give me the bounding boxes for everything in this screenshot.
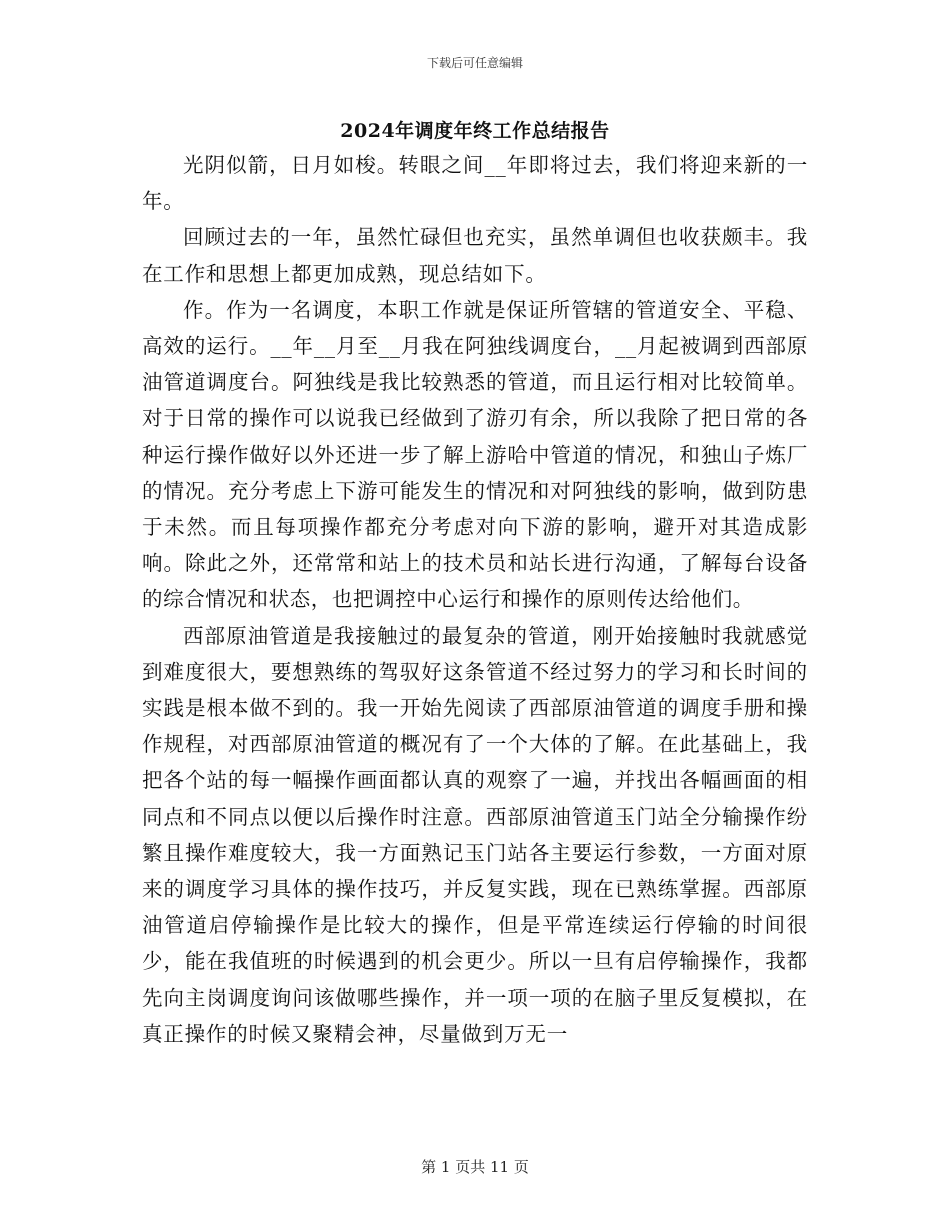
document-title: 2024年调度年终工作总结报告 <box>340 120 610 142</box>
paragraph-4: 西部原油管道是我接触过的最复杂的管道，刚开始接触时我就感觉到难度很大，要想熟练的驾驭好这条管道不经过努力的学习和长时间的实践是根本做不到的。我一开始先阅读了西部原油管道的调度手册和操作规程，对西部原油管道的概况有了一个大体的了解。在此基础上，我把各个站的每一幅操作画面都认真的观察了一遍，并找出各幅画面的相同点和不同点以便以后操作时注意。西部原油管道玉门站全分输操作纷繁且操作难度较大，我一方面熟记玉门站各主要运行参数，一方面对原来的调度学习具体的操作技巧，并反复实践，现在已熟练掌握。西部原油管道启停输操作是比较大的操作，但是平常连续运行停输的时间很少，能在我值班的时候遇到的机会更少。所以一旦有启停输操作，我都先向主岗调度询问该做哪些操作，并一项一项的在脑子里反复模拟，在真正操作的时候又聚精会神，尽量做到万无一 <box>142 623 808 1046</box>
page-number-footer: 第 1 页共 11 页 <box>421 1158 529 1176</box>
document-body <box>142 147 808 1052</box>
paragraph-3: 作。作为一名调度，本职工作就是保证所管辖的管道安全、平稳、高效的运行。__年__月至__月我在阿独线调度台，__月起被调到西部原油管道调度台。阿独线是我比较熟悉的管道，而且运行相对比较简单。对于日常的操作可以说我已经做到了游刃有余，所以我除了把日常的各种运行操作做好以外还进一步了解上游哈中管道的情况，和独山子炼厂的情况。充分考虑上下游可能发生的情况和对阿独线的影响，做到防患于未然。而且每项操作都充分考虑对向下游的影响，避开对其造成影响。除此之外，还常常和站上的技术员和站长进行沟通，了解每台设备的综合情况和状态，也把调控中心运行和操作的原则传达给他们。 <box>142 297 808 612</box>
page-header-note: 下载后可任意编辑 <box>426 56 523 70</box>
paragraph-1: 光阴似箭，日月如梭。转眼之间__年即将过去，我们将迎来新的一年。 <box>142 153 808 214</box>
paragraph-2: 回顾过去的一年，虽然忙碌但也充实，虽然单调但也收获颇丰。我在工作和思想上都更加成熟，现总结如下。 <box>142 225 808 286</box>
